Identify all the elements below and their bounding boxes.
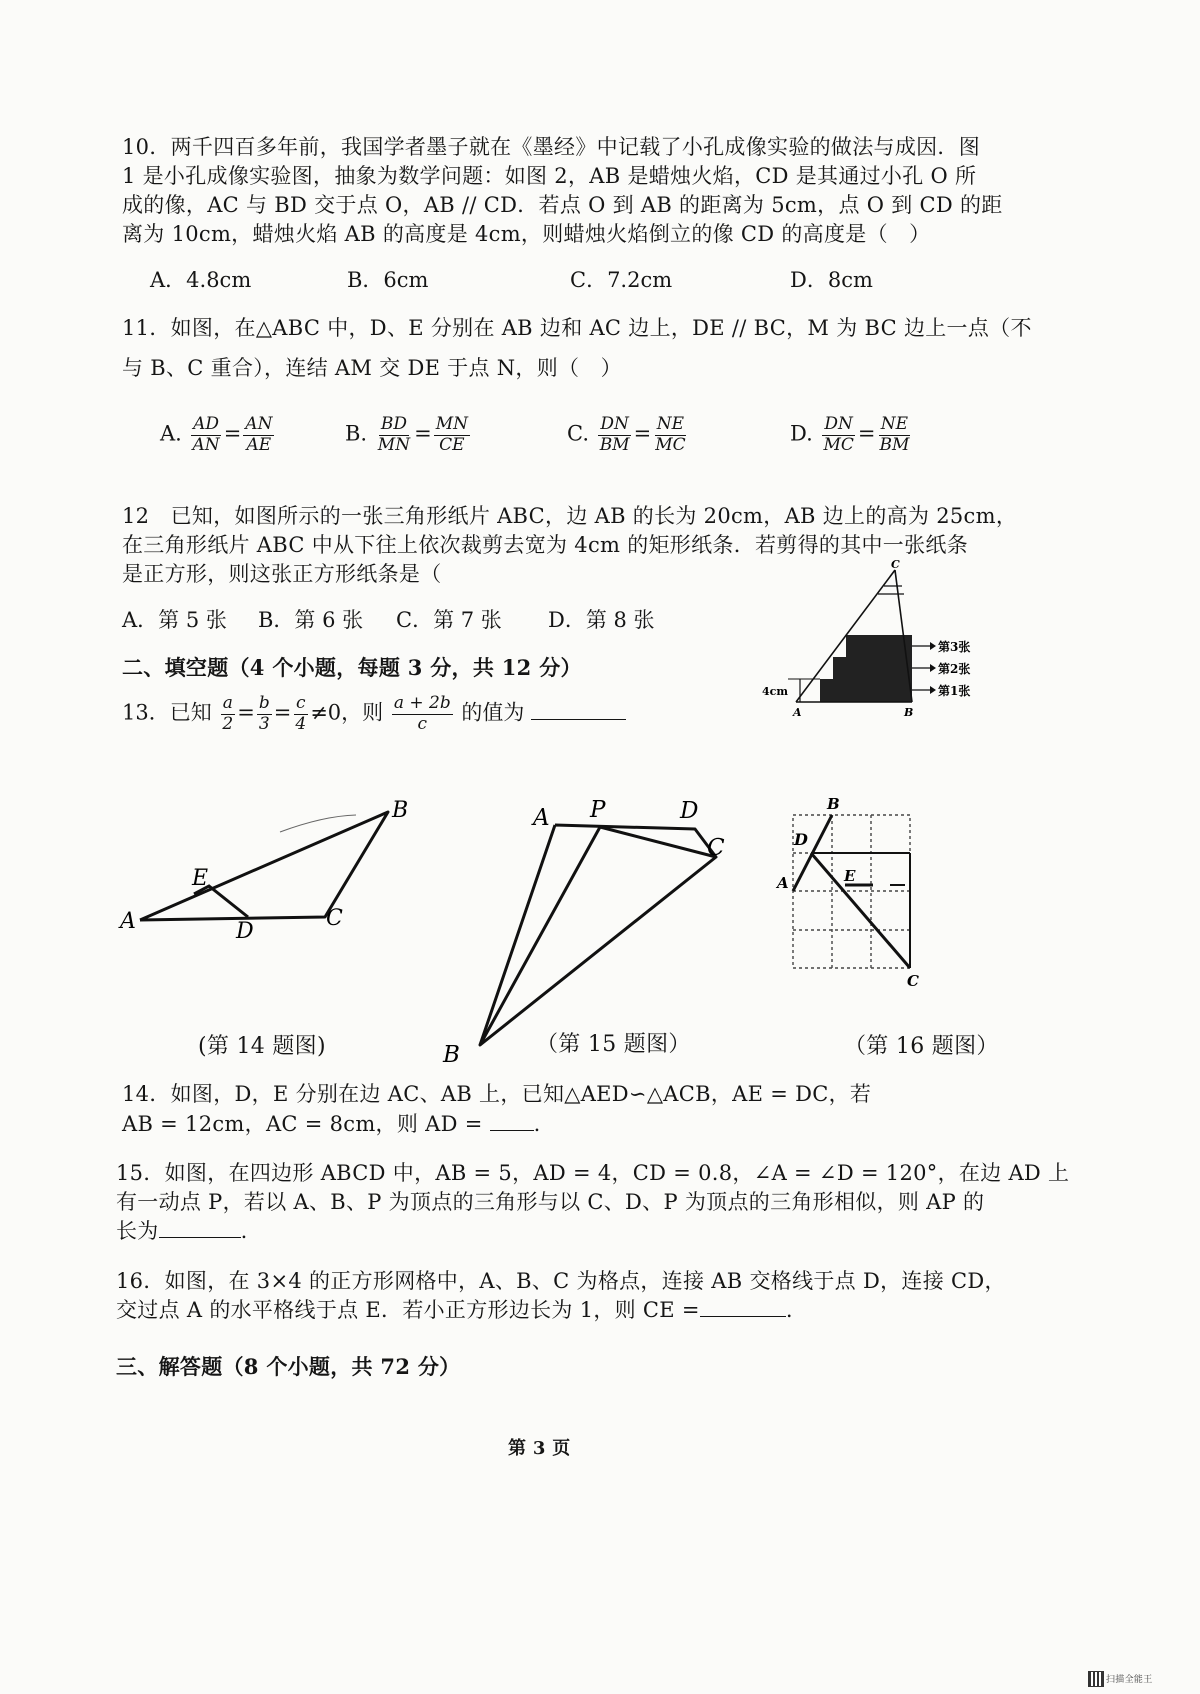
q15-line-3-text: 长为 [116, 1219, 159, 1243]
q16-line-1: 16．如图，在 3×4 的正方形网格中，A、B、C 为格点，连接 AB 交格线于点 D，连接 CD， [116, 1269, 1006, 1293]
fig14-label-b: B [392, 798, 409, 823]
q12-label-a: A [793, 706, 802, 719]
fig15-label-p: P [590, 797, 606, 823]
fig16-diagram [775, 795, 985, 1040]
section-2-heading: 二、填空题（4 个小题，每题 3 分，共 12 分） [122, 655, 582, 680]
fig14-label-e: E [192, 866, 209, 891]
q14-line-1: 14．如图，D，E 分别在边 AC、AB 上，已知△AED∽△ACB，AE = DC，若 [122, 1082, 872, 1106]
q12-figure [760, 556, 990, 726]
q11-option-a-frac1: $\frac{AD}{AN}$ [192, 414, 220, 455]
q12-label-c: C [891, 558, 900, 571]
q13-suffix: 的值为 [461, 700, 525, 725]
q11-option-a: A. $\frac{AD}{AN}$ = $\frac{AN}{AE}$ [160, 414, 273, 455]
section-3-heading: 三、解答题（8 个小题，共 72 分） [116, 1354, 461, 1379]
q15-line-3: 长为 . [116, 1219, 248, 1243]
q14-answer-blank [490, 1130, 534, 1131]
q15-line-1: 15．如图，在四边形 ABCD 中，AB = 5，AD = 4，CD = 0.8，∠A = ∠D = 120°，在边 AD 上 [116, 1161, 1070, 1185]
q12-line-2: 在三角形纸片 ABC 中从下往上依次裁剪去宽为 4cm 的矩形纸条．若剪得的其中一张纸条 [122, 533, 968, 557]
q10-option-c: C．7.2cm [570, 268, 673, 292]
q16-line-2: 交过点 A 的水平格线于点 E．若小正方形边长为 1，则 CE = . [116, 1298, 793, 1322]
q12-line-3: 是正方形，则这张正方形纸条是（ [122, 562, 442, 586]
q12-strip-3-label: 第3张 [938, 640, 971, 654]
q13-neq: ≠0，则 [310, 700, 384, 725]
q10-option-b: B．6cm [347, 268, 429, 292]
fig16-label-a: A [777, 874, 789, 892]
q13-frac-expr: $\frac{a + 2b}{c}$ [393, 693, 451, 734]
q10-option-a: A．4.8cm [150, 268, 252, 292]
fig16-label-e: E [844, 867, 856, 885]
q11-option-d: D. $\frac{DN}{MC}$ = $\frac{NE}{BM}$ [790, 414, 910, 455]
q12-strip-1-label: 第1张 [938, 684, 971, 698]
fig15-label-d: D [680, 798, 699, 824]
q13-frac-b: $\frac{b}{3}$ [258, 693, 270, 734]
fig16-grid [793, 815, 910, 968]
q16-answer-blank [700, 1316, 786, 1317]
q12-option-c: C．第 7 张 [396, 608, 502, 632]
q11-option-d-frac1: $\frac{DN}{MC}$ [823, 414, 854, 455]
q11-option-d-letter: D. [790, 421, 813, 446]
fig15-label-b: B [443, 1042, 460, 1065]
scanner-watermark: 扫描全能王 [1106, 1675, 1153, 1685]
qr-code-icon [1088, 1671, 1104, 1687]
fig14-caption: (第 14 题图) [198, 1034, 326, 1059]
q11-option-a-frac2: $\frac{AN}{AE}$ [245, 414, 273, 455]
q12-option-d: D．第 8 张 [548, 608, 655, 632]
q10-line-1: 10．两千四百多年前，我国学者墨子就在《墨经》中记载了小孔成像实验的做法与成因．图 [122, 135, 981, 159]
q14-line-2-text: AB = 12cm，AC = 8cm，则 AD = [122, 1112, 483, 1136]
q16-line-2-text: 交过点 A 的水平格线于点 E．若小正方形边长为 1，则 CE = [116, 1298, 700, 1322]
q11-line-1: 11．如图，在△ABC 中，D、E 分别在 AB 边和 AC 边上，DE // BC，M 为 BC 边上一点（不 [122, 316, 1032, 340]
q11-option-b-frac2: $\frac{MN}{CE}$ [435, 414, 468, 455]
q10-option-d: D．8cm [790, 268, 873, 292]
fig16-caption: （第 16 题图） [844, 1034, 999, 1059]
q12-option-b: B．第 6 张 [258, 608, 364, 632]
fig14-label-a: A [120, 909, 136, 934]
fig15-label-c: C [707, 835, 725, 861]
q13-frac-c: $\frac{c}{4}$ [295, 693, 307, 734]
q10-line-4: 离为 10cm，蜡烛火焰 AB 的高度是 4cm，则蜡烛火焰倒立的像 CD 的高度是（ ） [122, 222, 931, 246]
q11-option-d-frac2: $\frac{NE}{BM}$ [879, 414, 910, 455]
fig16-label-c: C [907, 972, 919, 990]
q10-line-3: 成的像，AC 与 BD 交于点 O，AB // CD．若点 O 到 AB 的距离为 5cm，点 O 到 CD 的距 [122, 193, 1003, 217]
fig15-diagram [440, 785, 750, 1065]
fig14-label-d: D [236, 919, 254, 944]
q10-line-2: 1 是小孔成像实验图，抽象为数学问题：如图 2，AB 是蜡烛火焰，CD 是其通过小孔 O 所 [122, 164, 977, 188]
q15-line-2: 有一动点 P，若以 A、B、P 为顶点的三角形与以 C、D、P 为顶点的三角形相似，则 AP 的 [116, 1190, 985, 1214]
page-footer: 第 3 页 [508, 1438, 571, 1459]
q11-option-a-letter: A. [160, 421, 182, 446]
fig14-diagram [118, 790, 428, 950]
q13-frac-a: $\frac{a}{2}$ [222, 693, 234, 734]
fig15-label-a: A [533, 805, 550, 831]
q15-answer-blank [159, 1237, 241, 1238]
q11-option-b: B. $\frac{BD}{MN}$ = $\frac{MN}{CE}$ [345, 414, 468, 455]
q12-strip-2-label: 第2张 [938, 662, 971, 676]
q11-option-c-frac1: $\frac{DN}{BM}$ [599, 414, 630, 455]
fig15-caption: （第 15 题图） [536, 1032, 691, 1057]
q12-line-1: 12 已知，如图所示的一张三角形纸片 ABC，边 AB 的长为 20cm，AB 边上的高为 25cm， [122, 504, 1018, 528]
q12-label-b: B [904, 706, 914, 719]
q12-strip-rects [820, 635, 912, 702]
q12-strip-width-label: 4cm [762, 685, 788, 698]
q11-option-b-frac1: $\frac{BD}{MN}$ [377, 414, 411, 455]
q13-prefix: 13．已知 [122, 700, 212, 725]
q11-option-c-frac2: $\frac{NE}{MC}$ [655, 414, 686, 455]
q11-option-b-letter: B. [345, 421, 368, 446]
q11-line-2: 与 B、C 重合），连结 AM 交 DE 于点 N，则（ ） [122, 356, 622, 380]
q12-option-a: A．第 5 张 [122, 608, 227, 632]
fig14-label-c: C [326, 906, 343, 931]
q13: 13．已知 $\frac{a}{2}$ = $\frac{b}{3}$ = $\frac{c}{4}$ ≠0，则 $\frac{a + 2b}{c}$ 的值为 [122, 694, 626, 734]
fig16-label-d: D [794, 830, 808, 849]
q14-line-2: AB = 12cm，AC = 8cm，则 AD = . [122, 1112, 541, 1136]
q13-answer-blank [531, 719, 626, 720]
q11-option-c-letter: C. [567, 421, 589, 446]
fig16-label-b: B [827, 795, 840, 813]
q11-option-c: C. $\frac{DN}{BM}$ = $\frac{NE}{MC}$ [567, 414, 686, 455]
